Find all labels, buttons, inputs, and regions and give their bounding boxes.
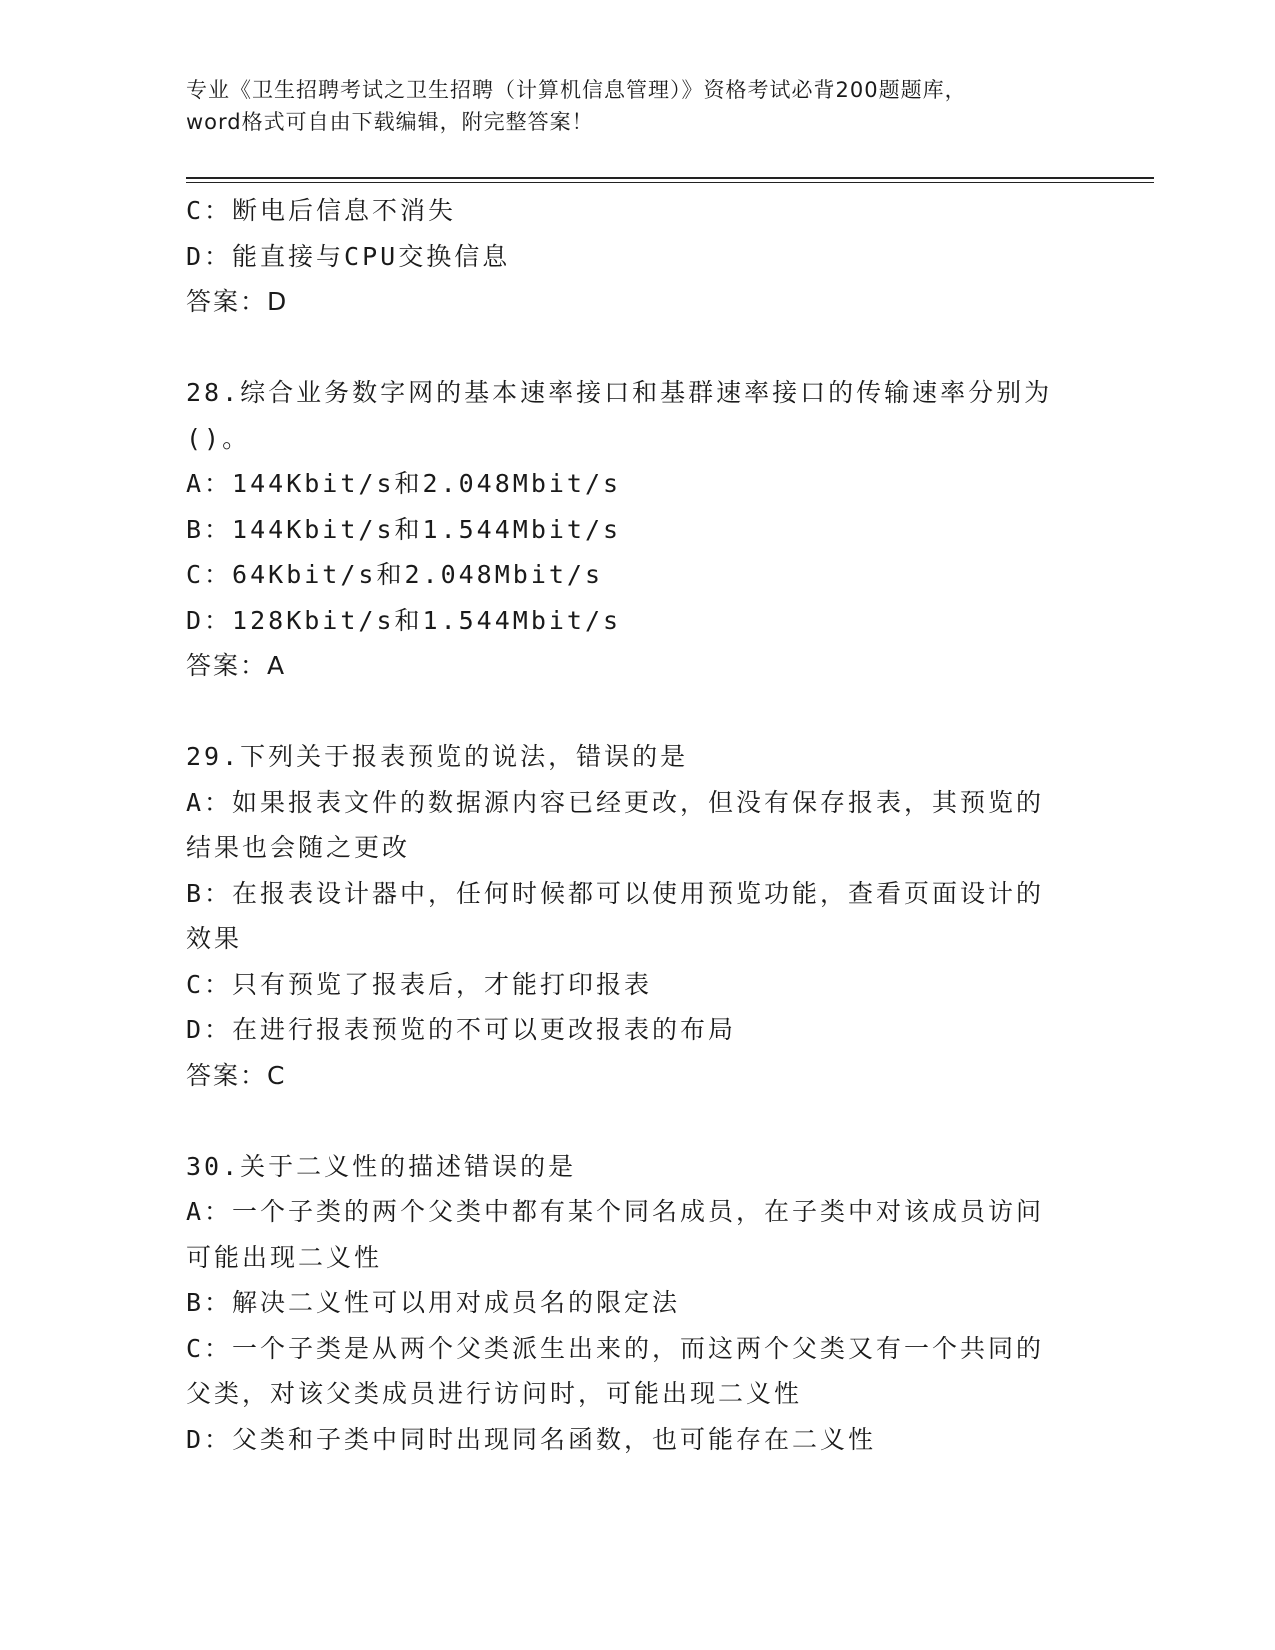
question-27-continuation [186, 188, 1086, 325]
option-c: C：64Kbit/s和2.048Mbit/s [186, 560, 604, 589]
option-c: C：只有预览了报表后，才能打印报表 [186, 969, 653, 999]
answer-line: 答案：A [186, 651, 287, 680]
document-body [186, 188, 1086, 1462]
header-title-line-2: word格式可自由下载编辑，附完整答案！ [186, 110, 594, 134]
header-title-line-1: 专业《卫生招聘考试之卫生招聘（计算机信息管理）》资格考试必背200题题库， [186, 78, 967, 102]
question-29 [186, 734, 1086, 1098]
question-stem: 28.综合业务数字网的基本速率接口和基群速率接口的传输速率分别为 [186, 378, 1053, 407]
question-30 [186, 1144, 1086, 1463]
option-d: D：128Kbit/s和1.544Mbit/s [186, 605, 622, 635]
option-b: B：在报表设计器中，任何时候都可以使用预览功能，查看页面设计的 [186, 878, 1045, 908]
option-b-continued: 效果 [186, 924, 243, 953]
option-c: C：断电后信息不消失 [186, 196, 457, 225]
option-a-continued: 结果也会随之更改 [186, 833, 411, 862]
page-header [186, 74, 1066, 138]
option-c-continued: 父类，对该父类成员进行访问时，可能出现二义性 [186, 1379, 803, 1408]
option-c: C：一个子类是从两个父类派生出来的，而这两个父类又有一个共同的 [186, 1333, 1045, 1363]
option-d: D：父类和子类中同时出现同名函数，也可能存在二义性 [186, 1424, 877, 1454]
option-a-continued: 可能出现二义性 [186, 1242, 383, 1272]
option-a: A：一个子类的两个父类中都有某个同名成员，在子类中对该成员访问 [186, 1197, 1045, 1226]
question-stem: 30.关于二义性的描述错误的是 [186, 1151, 577, 1181]
option-b: B：144Kbit/s和1.544Mbit/s [186, 514, 622, 544]
question-stem: 29.下列关于报表预览的说法，错误的是 [186, 742, 689, 771]
option-d: D：能直接与CPU交换信息 [186, 241, 511, 271]
answer-line: 答案：C [186, 1060, 287, 1090]
answer-line: 答案：D [186, 287, 289, 316]
option-b: B：解决二义性可以用对成员名的限定法 [186, 1288, 681, 1317]
option-d: D：在进行报表预览的不可以更改报表的布局 [186, 1015, 737, 1044]
option-a: A：如果报表文件的数据源内容已经更改，但没有保存报表，其预览的 [186, 787, 1045, 817]
option-a: A：144Kbit/s和2.048Mbit/s [186, 469, 622, 498]
question-stem-continued: ()。 [186, 423, 251, 453]
question-28 [186, 370, 1086, 689]
header-divider [186, 177, 1154, 183]
